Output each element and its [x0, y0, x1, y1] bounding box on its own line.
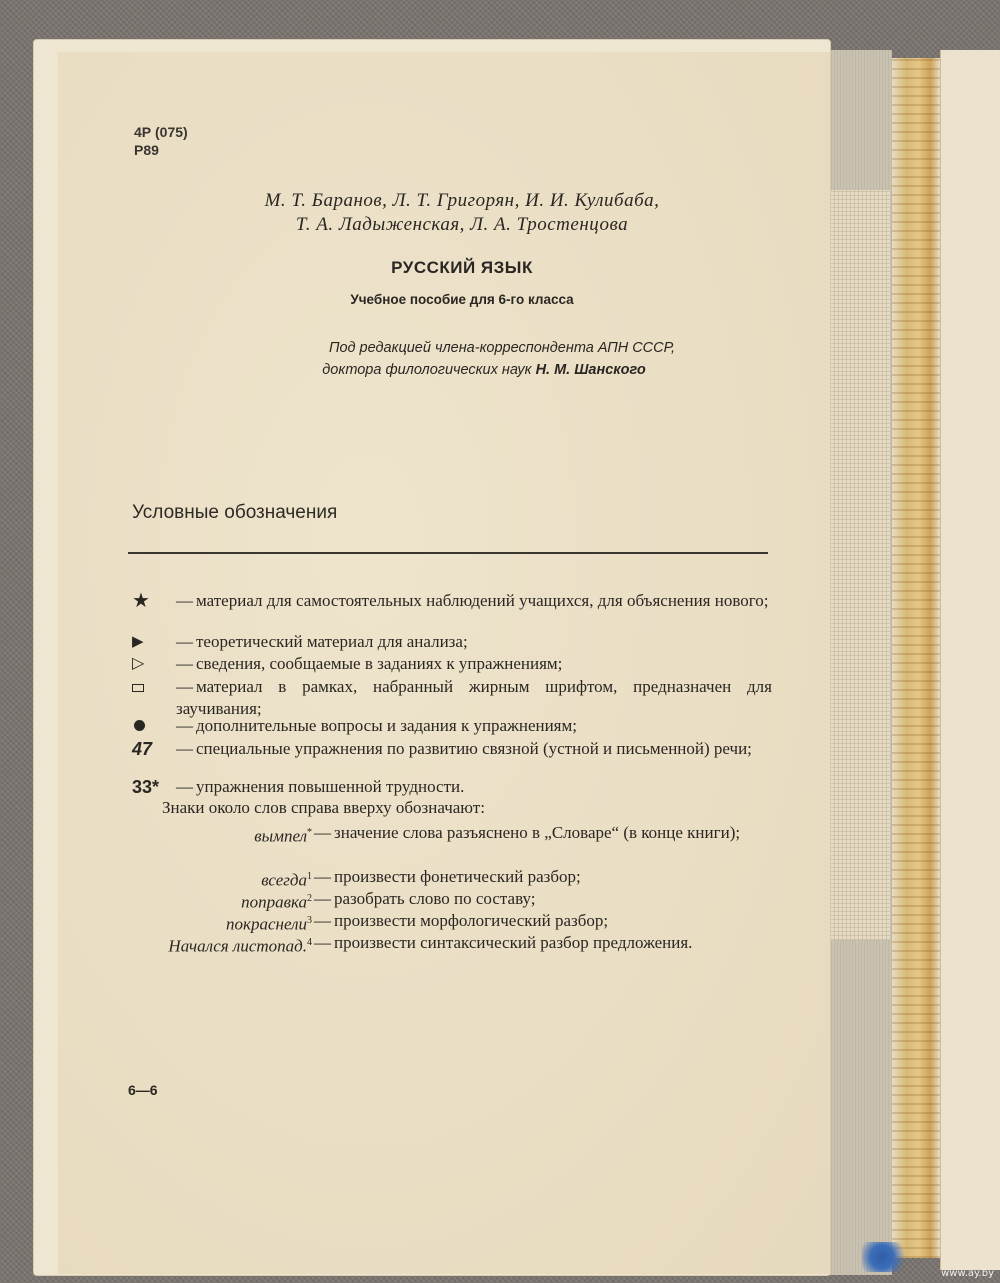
mark-symbol: * [307, 827, 312, 838]
exercise-number-symbol: 47 [132, 739, 153, 759]
title-page [58, 52, 830, 1274]
mark-word: вымпел [254, 826, 307, 846]
book-title: РУССКИЙ ЯЗЫК [391, 258, 533, 277]
mark-text: произвести морфологический разбор; [334, 911, 609, 930]
next-page-edge [940, 50, 1000, 1270]
marks-intro: Знаки около слов справа вверху обозначают: [162, 798, 485, 817]
page-block-edge [892, 58, 940, 1258]
mark-word: поправка [241, 892, 307, 912]
hard-exercise-symbol: 33* [132, 777, 160, 797]
mark-item: вымпел* — значение слова разъяснено в „Словаре“ (в конце книги); [254, 823, 741, 846]
legend-text: дополнительные вопросы и задания к упражнениям; [196, 716, 577, 735]
mark-item: всегда$^1$ — произвести фонетический разбор; [261, 867, 581, 890]
legend-text: материал в рамках, набранный жирным шрифтом, предназначен для заучивания; [176, 677, 772, 718]
mark-item: покраснели$^3$ — произвести морфологический разбор; [226, 911, 609, 934]
legend-item: ★ — материал для самостоятельных наблюдений учащихся, для объяснения нового; [132, 590, 769, 612]
filled-triangle-icon: ▶ [132, 634, 144, 650]
legend-item: — материал в рамках, набранный жирным шрифтом, предназначен для заучивания; [132, 676, 772, 720]
legend-item: ▶ — теоретический материал для анализа; [132, 632, 468, 651]
legend-text: специальные упражнения по развитию связной (устной и письменной) речи; [196, 739, 752, 758]
editor-title: доктора филологических наук [322, 362, 532, 378]
legend-item: 33* — упражнения повышенной трудности. [132, 777, 465, 797]
classification-code: 4Р (075) [134, 124, 188, 140]
editor-line-2 [98, 362, 870, 378]
mark-item: Начался листопад.$^4$ — произвести синтаксический разбор предложения. [168, 933, 693, 956]
legend-text: теоретический материал для анализа; [196, 632, 468, 651]
legend-text: материал для самостоятельных наблюдений учащихся, для объяснения нового; [196, 591, 769, 610]
legend-text: сведения, сообщаемые в заданиях к упражнениям; [196, 654, 563, 673]
mark-text: произвести синтаксический разбор предложения. [334, 933, 693, 952]
mark-word: Начался листопад. [168, 936, 307, 956]
mark-symbol: 4 [307, 937, 312, 948]
star-icon: ★ [132, 590, 150, 612]
mark-text: значение слова разъяснено в „Словаре“ (в конце книги); [334, 823, 741, 842]
open-triangle-icon: ▷ [132, 655, 145, 672]
mark-text: произвести фонетический разбор; [334, 867, 581, 886]
mark-symbol: 2 [307, 893, 312, 904]
dot-icon [134, 720, 145, 731]
mark-word: всегда [261, 870, 307, 890]
printer-signature: 6—6 [128, 1082, 158, 1098]
mark-word: покраснели [226, 914, 307, 934]
rectangle-icon [132, 684, 144, 692]
mark-symbol: 1 [307, 871, 312, 882]
book-subtitle: Учебное пособие для 6-го класса [350, 292, 574, 307]
mark-item: поправка$^2$ — разобрать слово по составу; [241, 889, 536, 912]
mark-text: разобрать слово по составу; [334, 889, 536, 908]
legend-divider [128, 552, 768, 554]
binding-thread [862, 1242, 912, 1272]
legend-item: ▷ — сведения, сообщаемые в заданиях к упражнениям; [132, 654, 563, 673]
authors-line-2: Т. А. Ладыженская, Л. А. Тростенцова [295, 214, 629, 235]
editor-name: Н. М. Шанского [535, 362, 646, 378]
legend-item: 47 — специальные упражнения по развитию связной (устной и письменной) речи; [132, 739, 752, 759]
legend-text: упражнения повышенной трудности. [196, 777, 465, 796]
watermark: www.ay.by [941, 1268, 994, 1279]
legend-item: — дополнительные вопросы и задания к упражнениям; [132, 715, 772, 737]
editor-line-1: Под редакцией члена-корреспондента АПН СССР, [328, 340, 676, 356]
author-mark: Р89 [134, 142, 159, 158]
legend-heading: Условные обозначения [132, 502, 338, 523]
mark-symbol: 3 [307, 915, 312, 926]
authors-line-1: М. Т. Баранов, Л. Т. Григорян, И. И. Кулибаба, [264, 190, 660, 211]
